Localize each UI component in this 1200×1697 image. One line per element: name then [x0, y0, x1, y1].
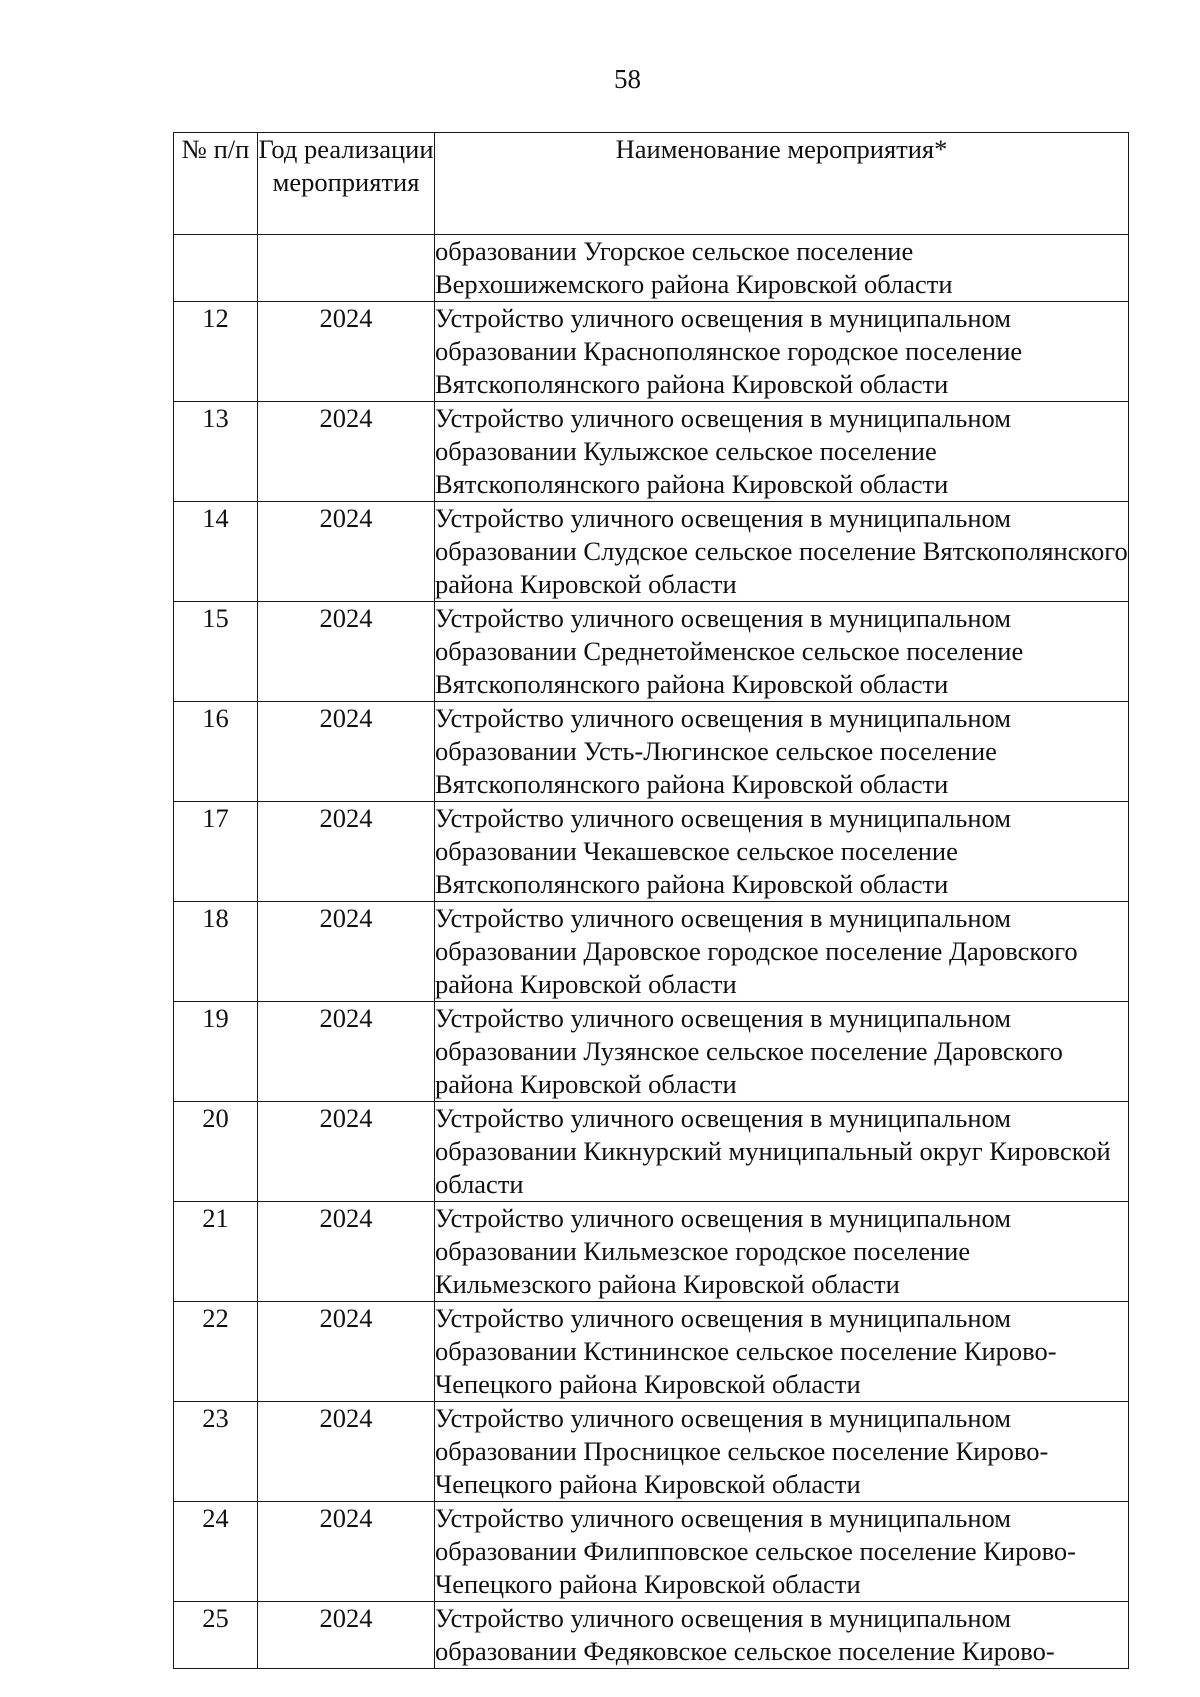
cell-num: 14: [174, 502, 258, 602]
table-row: [174, 1102, 1129, 1202]
cell-name: Устройство уличного освещения в муниципальном образовании Чекашевское сельское поселение Вятскополянского района Кировской области: [435, 802, 1129, 902]
table-row: [174, 235, 1129, 302]
cell-num: 16: [174, 702, 258, 802]
cell-num: 17: [174, 802, 258, 902]
cell-num: 21: [174, 1202, 258, 1302]
cell-name: Устройство уличного освещения в муниципальном образовании Кикнурский муниципальный округ Кировской области: [435, 1102, 1129, 1202]
cell-num: 19: [174, 1002, 258, 1102]
cell-name: образовании Угорское сельское поселение Верхошижемского района Кировской области: [435, 235, 1129, 302]
cell-name: Устройство уличного освещения в муниципальном образовании Просницкое сельское поселение Кирово-Чепецкого района Кировской области: [435, 1402, 1129, 1502]
cell-name: Устройство уличного освещения в муниципальном образовании Среднетойменское сельское поселение Вятскополянского района Кировской области: [435, 602, 1129, 702]
cell-year: 2024: [258, 1202, 435, 1302]
table-row: [174, 1002, 1129, 1102]
cell-year: 2024: [258, 302, 435, 402]
table-row: [174, 1202, 1129, 1302]
table-row: [174, 602, 1129, 702]
cell-num: [174, 235, 258, 302]
cell-name: Устройство уличного освещения в муниципальном образовании Слудское сельское поселение Вятскополянского района Кировской области: [435, 502, 1129, 602]
table-row: [174, 1502, 1129, 1602]
table-row: [174, 702, 1129, 802]
cell-num: 23: [174, 1402, 258, 1502]
cell-num: 22: [174, 1302, 258, 1402]
cell-name: Устройство уличного освещения в муниципальном образовании Кулыжское сельское поселение Вятскополянского района Кировской области: [435, 402, 1129, 502]
cell-num: 15: [174, 602, 258, 702]
page-number: 58: [614, 64, 641, 94]
table-row: [174, 1602, 1129, 1669]
cell-year: 2024: [258, 1302, 435, 1402]
cell-year: [258, 235, 435, 302]
cell-num: 25: [174, 1602, 258, 1669]
cell-year: 2024: [258, 1002, 435, 1102]
header-num: № п/п: [174, 133, 258, 235]
cell-year: 2024: [258, 1602, 435, 1669]
cell-num: 20: [174, 1102, 258, 1202]
table-row: [174, 402, 1129, 502]
table-row: [174, 1302, 1129, 1402]
cell-name: Устройство уличного освещения в муниципальном образовании Кстининское сельское поселение Кирово-Чепецкого района Кировской области: [435, 1302, 1129, 1402]
cell-year: 2024: [258, 1502, 435, 1602]
cell-num: 24: [174, 1502, 258, 1602]
table-row: [174, 802, 1129, 902]
cell-year: 2024: [258, 1402, 435, 1502]
cell-name: Устройство уличного освещения в муниципальном образовании Лузянское сельское поселение Даровского района Кировской области: [435, 1002, 1129, 1102]
measures-table: [173, 132, 1129, 1669]
header-name: Наименование мероприятия*: [435, 133, 1129, 235]
cell-name: Устройство уличного освещения в муниципальном образовании Даровское городское поселение Даровского района Кировской области: [435, 902, 1129, 1002]
table-row: [174, 902, 1129, 1002]
cell-name: Устройство уличного освещения в муниципальном образовании Усть-Люгинское сельское поселение Вятскополянского района Кировской области: [435, 702, 1129, 802]
cell-num: 13: [174, 402, 258, 502]
cell-year: 2024: [258, 902, 435, 1002]
cell-year: 2024: [258, 602, 435, 702]
table-body: [174, 235, 1129, 1669]
cell-name: Устройство уличного освещения в муниципальном образовании Краснополянское городское поселение Вятскополянского района Кировской области: [435, 302, 1129, 402]
cell-year: 2024: [258, 802, 435, 902]
table-row: [174, 302, 1129, 402]
cell-year: 2024: [258, 502, 435, 602]
cell-year: 2024: [258, 1102, 435, 1202]
table-row: [174, 1402, 1129, 1502]
table-row: [174, 502, 1129, 602]
cell-name: Устройство уличного освещения в муниципальном образовании Федяковское сельское поселение Кирово-: [435, 1602, 1129, 1669]
header-year: Год реализации мероприятия: [258, 133, 435, 235]
cell-num: 18: [174, 902, 258, 1002]
table-header-row: [174, 133, 1129, 235]
cell-name: Устройство уличного освещения в муниципальном образовании Филипповское сельское поселение Кирово-Чепецкого района Кировской области: [435, 1502, 1129, 1602]
cell-year: 2024: [258, 402, 435, 502]
cell-num: 12: [174, 302, 258, 402]
cell-name: Устройство уличного освещения в муниципальном образовании Кильмезское городское поселение Кильмезского района Кировской области: [435, 1202, 1129, 1302]
cell-year: 2024: [258, 702, 435, 802]
